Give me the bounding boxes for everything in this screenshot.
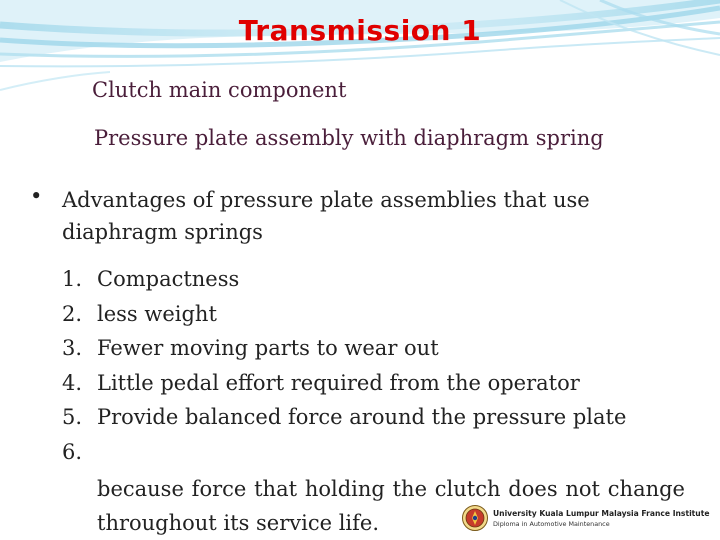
subtitle-component: Clutch main component — [92, 78, 347, 102]
subtitle-assembly: Pressure plate assembly with diaphragm spring — [94, 126, 604, 150]
list-number: 1. — [62, 267, 83, 291]
program-name: Diploma in Automotive Maintenance — [493, 520, 610, 528]
list-item — [62, 400, 692, 435]
list-item — [62, 435, 692, 470]
list-text: Little pedal effort required from the operator — [97, 370, 580, 395]
list-item — [62, 366, 692, 401]
list-text: Fewer moving parts to wear out — [97, 336, 439, 360]
bullet-marker: • — [30, 184, 43, 208]
list-text: Provide balanced force around the pressure plate — [97, 405, 627, 429]
advantages-list — [62, 262, 692, 469]
bullet-text: Advantages of pressure plate assemblies that use diaphragm springs — [62, 188, 590, 244]
university-name: University Kuala Lumpur Malaysia France Institute — [493, 509, 710, 518]
list-item — [62, 297, 692, 332]
list-number: 6. — [62, 439, 83, 464]
list-number: 2. — [62, 301, 83, 326]
university-seal-icon — [462, 505, 488, 531]
explanation-note: because force that holding the clutch does not change throughout its service life. — [97, 477, 685, 535]
footer-branding — [462, 505, 712, 535]
list-text: Compactness — [97, 267, 240, 291]
list-number: 4. — [62, 370, 83, 395]
list-item — [62, 262, 692, 297]
list-number: 5. — [62, 405, 83, 429]
list-item — [62, 331, 692, 366]
slide-title: Transmission 1 — [238, 14, 482, 47]
list-text: less weight — [97, 301, 217, 326]
list-number: 3. — [62, 336, 83, 360]
